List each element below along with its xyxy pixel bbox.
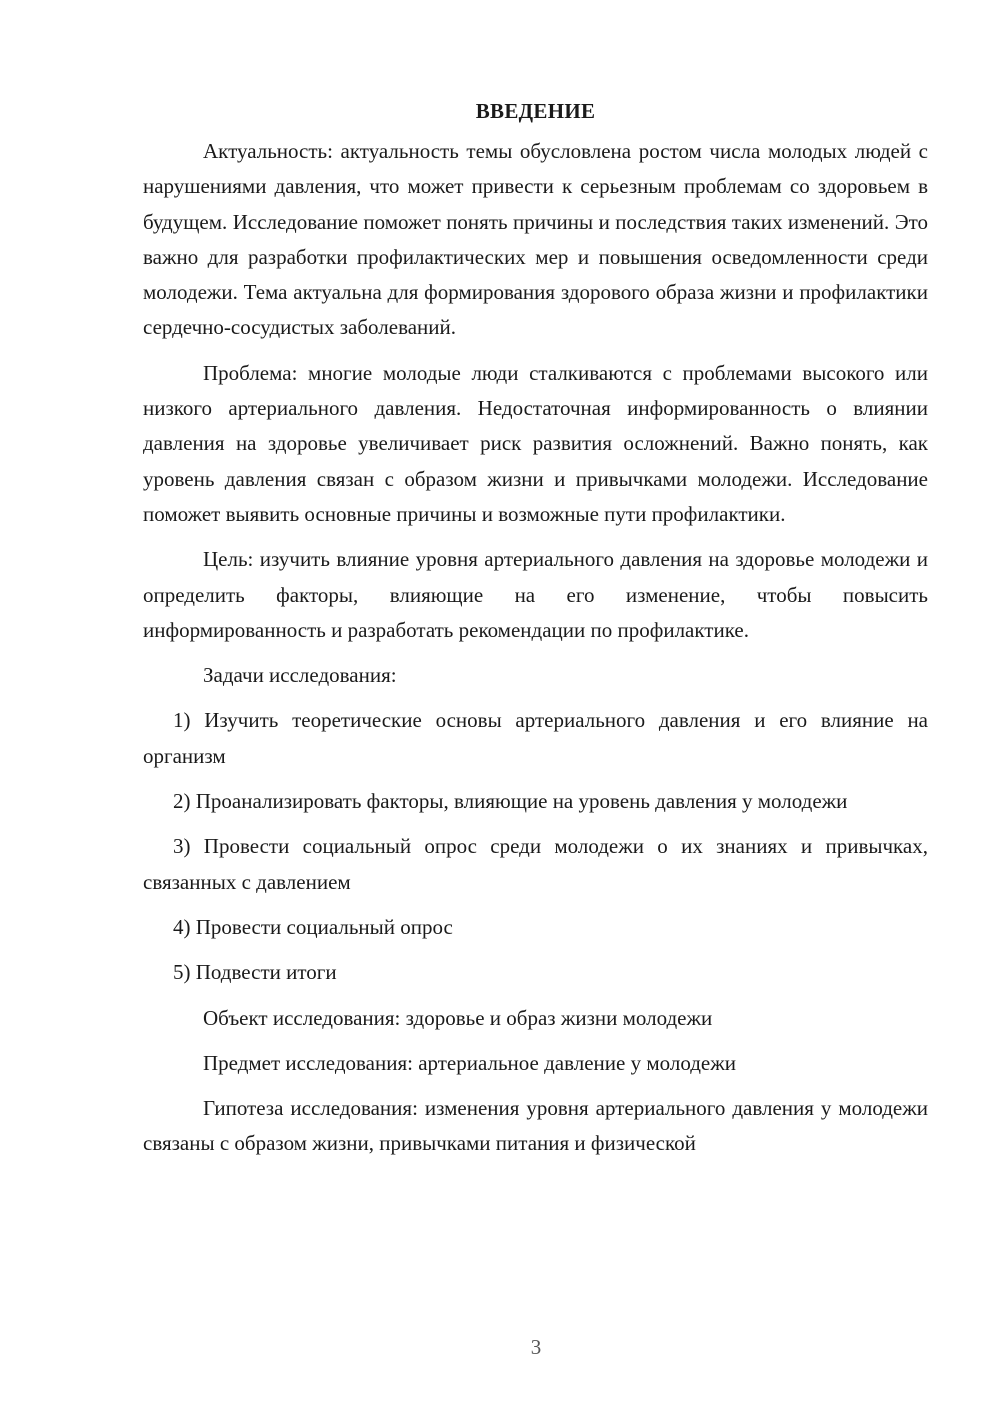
task-item-2: 2) Проанализировать факторы, влияющие на уровень давления у молодежи bbox=[173, 789, 848, 814]
research-object: Объект исследования: здоровье и образ жизни молодежи bbox=[203, 1005, 713, 1030]
section-title: ВВЕДЕНИЕ bbox=[475, 99, 596, 123]
task-item-3: 3) Провести социальный опрос среди молодежи о их знаниях и привычках, связанных с давлением bbox=[143, 834, 928, 894]
problem-paragraph: Проблема: многие молодые люди сталкиваются с проблемами высокого или низкого артериального давления. Недостаточная информированность о влиянии давления на здоровье увеличивает риск развития осложнений. Важно понять, как уровень давления связан с образом жизни и привычками молодежи. Исследование поможет выявить основные причины и возможные пути профилактики. bbox=[143, 360, 928, 526]
research-subject: Предмет исследования: артериальное давление у молодежи bbox=[203, 1050, 736, 1075]
relevance-paragraph: Актуальность: актуальность темы обусловлена ростом числа молодых людей с нарушениями давления, что может привести к серьезным проблемам со здоровьем в будущем. Исследование поможет понять причины и последствия таких изменений. Это важно для разработки профилактических мер и повышения осведомленности среди молодежи. Тема актуальна для формирования здорового образа жизни и профилактики сердечно-сосудистых заболеваний. bbox=[143, 139, 928, 340]
tasks-heading: Задачи исследования: bbox=[203, 663, 397, 688]
goal-paragraph: Цель: изучить влияние уровня артериального давления на здоровье молодежи и определить факторы, влияющие на его изменение, чтобы повысить информированность и разработать рекомендации по профилактике. bbox=[143, 547, 928, 642]
task-item-4: 4) Провести социальный опрос bbox=[173, 914, 453, 939]
task-item-5: 5) Подвести итоги bbox=[173, 960, 337, 985]
page-number: 3 bbox=[530, 1335, 542, 1359]
research-hypothesis: Гипотеза исследования: изменения уровня артериального давления у молодежи связаны с образом жизни, привычками питания и физической bbox=[143, 1096, 928, 1156]
task-item-1: 1) Изучить теоретические основы артериального давления и его влияние на организм bbox=[143, 708, 928, 768]
page-content bbox=[143, 94, 928, 1172]
